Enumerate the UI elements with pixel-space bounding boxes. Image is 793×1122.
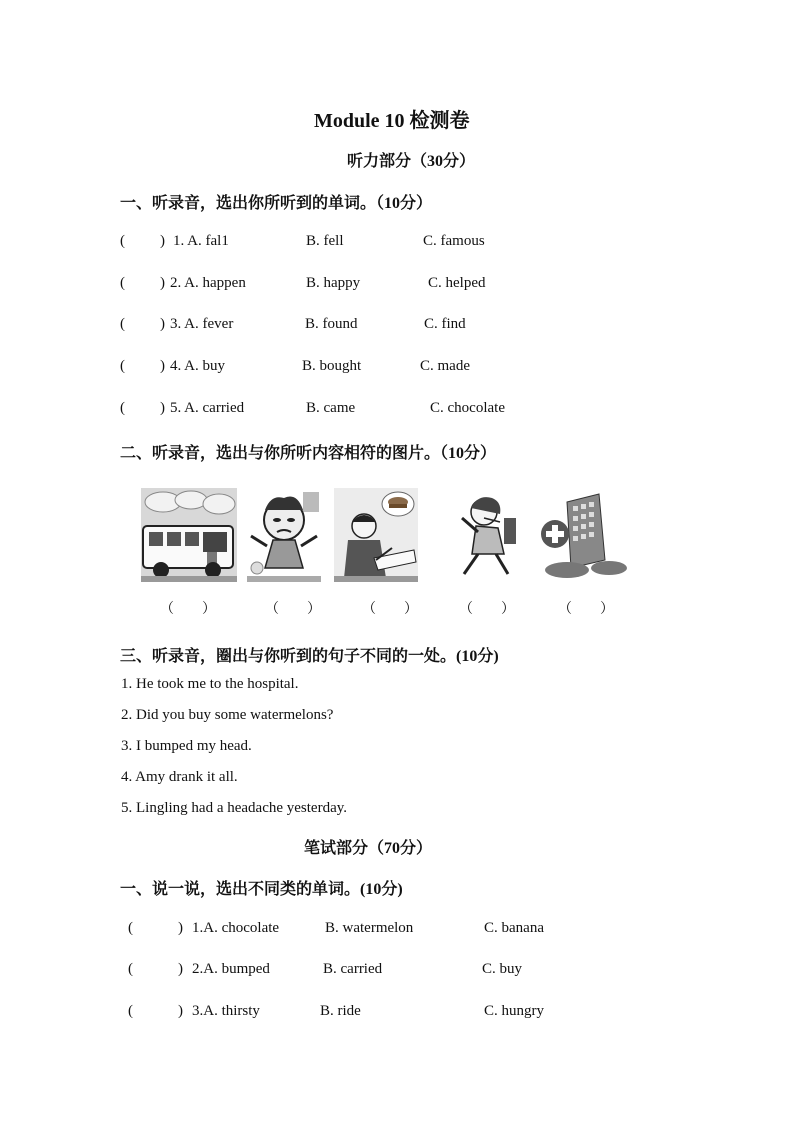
- option-a: 2. A. happen: [170, 275, 246, 291]
- answer-paren-close: ): [178, 1003, 183, 1019]
- listening-heading: 听力部分（30分）: [347, 153, 476, 170]
- option-c: C. banana: [484, 920, 544, 936]
- sick-girl-picture: [454, 488, 518, 582]
- list-item[interactable]: 4. Amy drank it all.: [121, 769, 238, 785]
- option-b: B. found: [305, 316, 358, 332]
- answer-paren-open[interactable]: (: [128, 961, 133, 977]
- option-c: C. helped: [428, 275, 486, 291]
- man-writing-picture: [334, 488, 418, 582]
- option-c: C. hungry: [484, 1003, 544, 1019]
- listening-part1-heading: 一、听录音，选出你所听到的单词。（10分）: [120, 195, 433, 212]
- answer-paren-open[interactable]: (: [120, 358, 125, 374]
- list-item[interactable]: 5. Lingling had a headache yesterday.: [121, 800, 348, 816]
- option-c: C. made: [420, 358, 470, 374]
- listening-part2-heading: 二、听录音，选出与你所听内容相符的图片。（10分）: [120, 445, 497, 462]
- listening-part3-heading: 三、听录音，圈出与你听到的句子不同的一处。(10分): [120, 648, 499, 665]
- option-a: 1. A. fal1: [173, 233, 229, 249]
- answer-paren-close: ): [160, 358, 165, 374]
- answer-paren-close: ): [178, 920, 183, 936]
- option-b: B. came: [306, 400, 356, 416]
- option-b: B. happy: [306, 275, 361, 291]
- option-a: 4. A. buy: [170, 358, 226, 374]
- picture-answer-blank[interactable]: （ ）: [558, 602, 614, 617]
- option-c: C. find: [424, 316, 466, 332]
- picture-answer-blank[interactable]: （ ）: [265, 602, 321, 617]
- bus-picture: [141, 488, 237, 582]
- answer-paren-open[interactable]: (: [120, 316, 125, 332]
- hospital-picture: [537, 488, 631, 582]
- option-a: 3.A. thirsty: [192, 1003, 260, 1019]
- answer-paren-open[interactable]: (: [120, 233, 125, 249]
- answer-paren-close: ): [160, 275, 165, 291]
- picture-answer-blank[interactable]: （ ）: [160, 602, 216, 617]
- writing-part1-heading: 一、说一说，选出不同类的单词。(10分): [120, 881, 403, 898]
- answer-paren-open[interactable]: (: [120, 275, 125, 291]
- writing-heading: 笔试部分（70分）: [304, 840, 433, 857]
- option-b: B. watermelon: [325, 920, 414, 936]
- option-a: 3. A. fever: [170, 316, 234, 332]
- list-item[interactable]: 3. I bumped my head.: [121, 738, 252, 754]
- list-item[interactable]: 2. Did you buy some watermelons?: [121, 707, 334, 723]
- answer-paren-open[interactable]: (: [128, 920, 133, 936]
- option-c: C. buy: [482, 961, 523, 977]
- answer-paren-close: ): [160, 316, 165, 332]
- option-c: C. chocolate: [430, 400, 505, 416]
- picture-answer-blank[interactable]: （ ）: [362, 602, 418, 617]
- picture-answer-blank[interactable]: （ ）: [459, 602, 515, 617]
- answer-paren-close: ): [160, 233, 165, 249]
- option-b: B. bought: [302, 358, 362, 374]
- answer-paren-open[interactable]: (: [128, 1003, 133, 1019]
- option-b: B. ride: [320, 1003, 361, 1019]
- list-item[interactable]: 1. He took me to the hospital.: [121, 676, 299, 692]
- page-title: Module 10 检测卷: [314, 110, 470, 132]
- answer-paren-close: ): [160, 400, 165, 416]
- answer-paren-close: ): [178, 961, 183, 977]
- crying-boy-picture: [247, 488, 321, 582]
- option-c: C. famous: [423, 233, 485, 249]
- option-b: B. fell: [306, 233, 344, 249]
- option-b: B. carried: [323, 961, 383, 977]
- option-a: 2.A. bumped: [192, 961, 270, 977]
- option-a: 5. A. carried: [170, 400, 245, 416]
- answer-paren-open[interactable]: (: [120, 400, 125, 416]
- option-a: 1.A. chocolate: [192, 920, 280, 936]
